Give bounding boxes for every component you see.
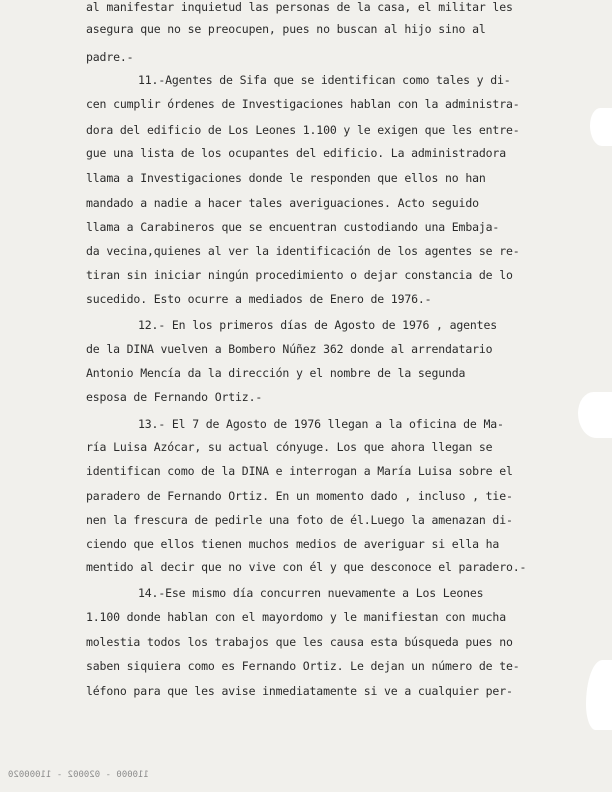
text-line: mentido al decir que no vive con él y que desconoce el paradero.-: [86, 560, 527, 574]
text-line: 12.- En los primeros días de Agosto de 1976 , agentes: [138, 318, 498, 332]
text-line: padre.-: [86, 50, 134, 64]
text-line: esposa de Fernando Ortiz.-: [86, 390, 263, 404]
text-line: de la DINA vuelven a Bombero Núñez 362 donde al arrendatario: [86, 342, 493, 356]
text-line: 13.- El 7 de Agosto de 1976 llegan a la oficina de Ma-: [138, 417, 504, 431]
text-line: cen cumplir órdenes de Investigaciones hablan con la administra-: [86, 97, 520, 111]
text-line: asegura que no se preocupen, pues no buscan al hijo sino al: [86, 22, 486, 36]
text-line: 14.-Ese mismo día concurren nuevamente a Los Leones: [138, 586, 484, 600]
text-line: mandado a nadie a hacer tales averiguaciones. Acto seguido: [86, 196, 479, 210]
text-line: llama a Investigaciones donde le responden que ellos no han: [86, 171, 486, 185]
text-line: molestia todos los trabajos que les causa esta búsqueda pues no: [86, 635, 513, 649]
text-line: 1.100 donde hablan con el mayordomo y le manifiestan con mucha: [86, 610, 506, 624]
text-line: al manifestar inquietud las personas de la casa, el militar les: [86, 0, 513, 14]
text-line: da vecina,quienes al ver la identificación de los agentes se re-: [86, 244, 520, 258]
text-line: 11.-Agentes de Sifa que se identifican como tales y di-: [138, 73, 511, 87]
text-line: Antonio Mencía da la dirección y el nombre de la segunda: [86, 366, 466, 380]
text-line: gue una lista de los ocupantes del edificio. La administradora: [86, 146, 506, 160]
text-line: ría Luisa Azócar, su actual cónyuge. Los que ahora llegan se: [86, 440, 493, 454]
text-line: sucedido. Esto ocurre a mediados de Enero de 1976.-: [86, 292, 432, 306]
text-line: llama a Carabineros que se encuentran custodiando una Embaja-: [86, 220, 500, 234]
archive-stamp: 110000 - 020002 - 11000020: [8, 770, 149, 780]
text-line: identifican como de la DINA e interrogan a María Luisa sobre el: [86, 464, 513, 478]
text-line: paradero de Fernando Ortiz. En un momento dado , incluso , tie-: [86, 489, 513, 503]
text-line: saben siquiera como es Fernando Ortiz. Le dejan un número de te-: [86, 659, 520, 673]
text-line: tiran sin iniciar ningún procedimiento o dejar constancia de lo: [86, 268, 513, 282]
text-line: nen la frescura de pedirle una foto de él.Luego la amenazan di-: [86, 513, 513, 527]
text-line: dora del edificio de Los Leones 1.100 y le exigen que les entre-: [86, 123, 520, 137]
text-line: ciendo que ellos tienen muchos medios de averiguar si ella ha: [86, 537, 500, 551]
text-line: léfono para que les avise inmediatamente si ve a cualquier per-: [86, 684, 513, 698]
